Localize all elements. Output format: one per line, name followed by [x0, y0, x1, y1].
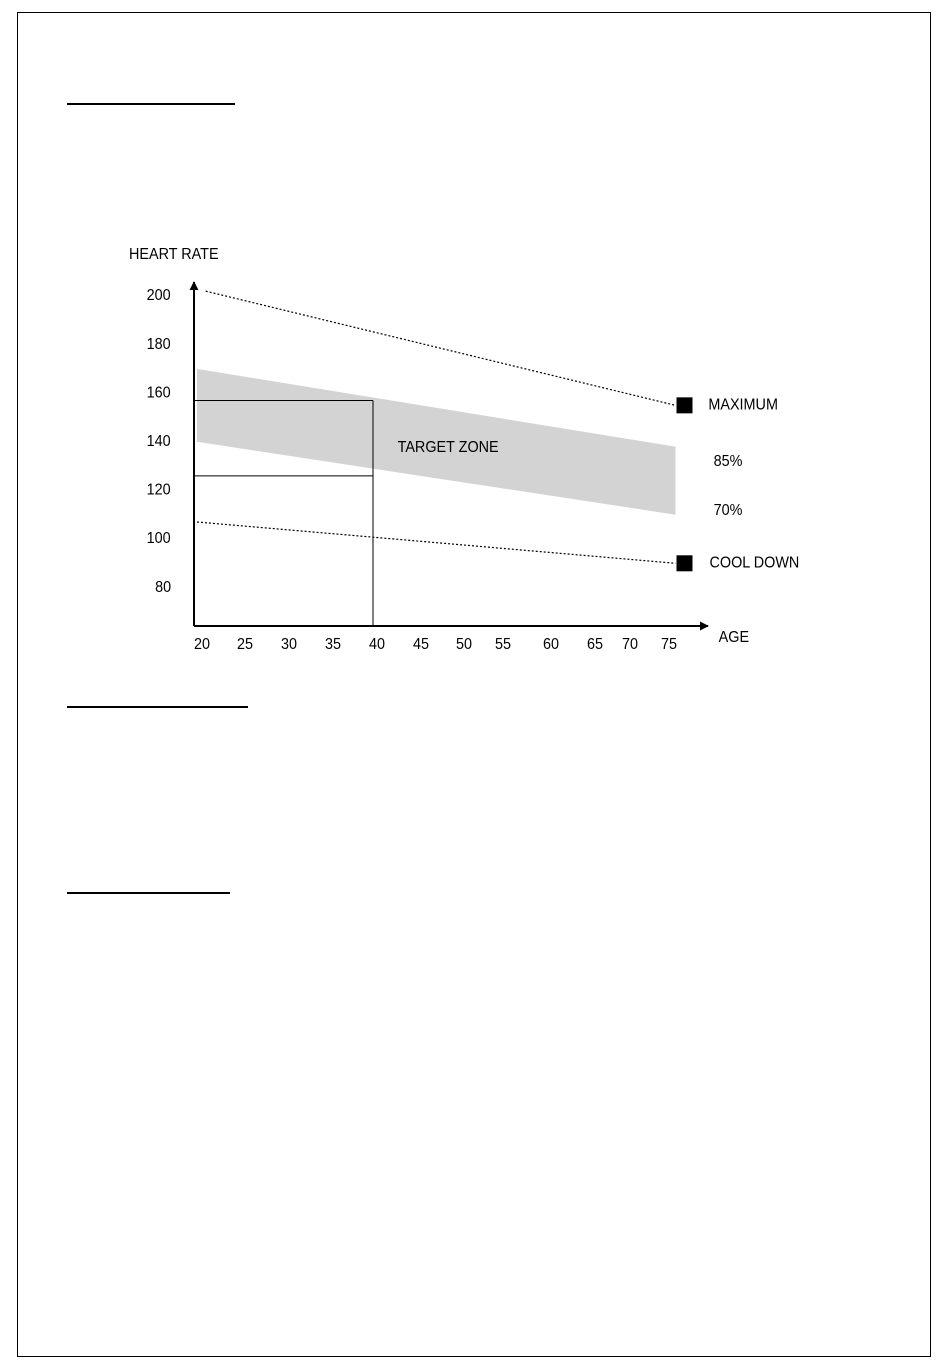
band-upper-label: 85%: [713, 452, 743, 471]
y-tick-label: 140: [146, 432, 171, 451]
cool-down-marker: [677, 555, 693, 571]
x-tick-label: 45: [412, 635, 430, 654]
y-axis-title: HEART RATE: [128, 245, 219, 264]
cool-down-line: [197, 522, 676, 563]
x-tick-label: 55: [494, 635, 512, 654]
x-tick-label: 70: [621, 635, 639, 654]
maximum-marker: [677, 397, 693, 413]
x-tick-label: 75: [660, 635, 678, 654]
x-tick-label: 30: [280, 635, 298, 654]
x-tick-label: 50: [455, 635, 473, 654]
x-tick-label: 25: [236, 635, 254, 654]
x-tick-label: 60: [542, 635, 560, 654]
x-axis-title: AGE: [718, 628, 750, 647]
maximum-label: MAXIMUM: [708, 395, 778, 414]
y-tick-label: 120: [146, 480, 171, 499]
x-tick-label: 40: [368, 635, 386, 654]
y-tick-label: 100: [146, 529, 171, 548]
y-tick-label: 180: [146, 335, 171, 354]
y-tick-label: 160: [146, 383, 171, 402]
cool-down-label: COOL DOWN: [709, 553, 800, 572]
x-tick-label: 20: [193, 635, 211, 654]
x-tick-label: 65: [586, 635, 604, 654]
x-tick-label: 35: [324, 635, 342, 654]
y-tick-label: 80: [155, 578, 172, 597]
band-lower-label: 70%: [713, 501, 743, 520]
target-zone-label: TARGET ZONE: [397, 438, 499, 457]
y-tick-label: 200: [146, 286, 171, 305]
